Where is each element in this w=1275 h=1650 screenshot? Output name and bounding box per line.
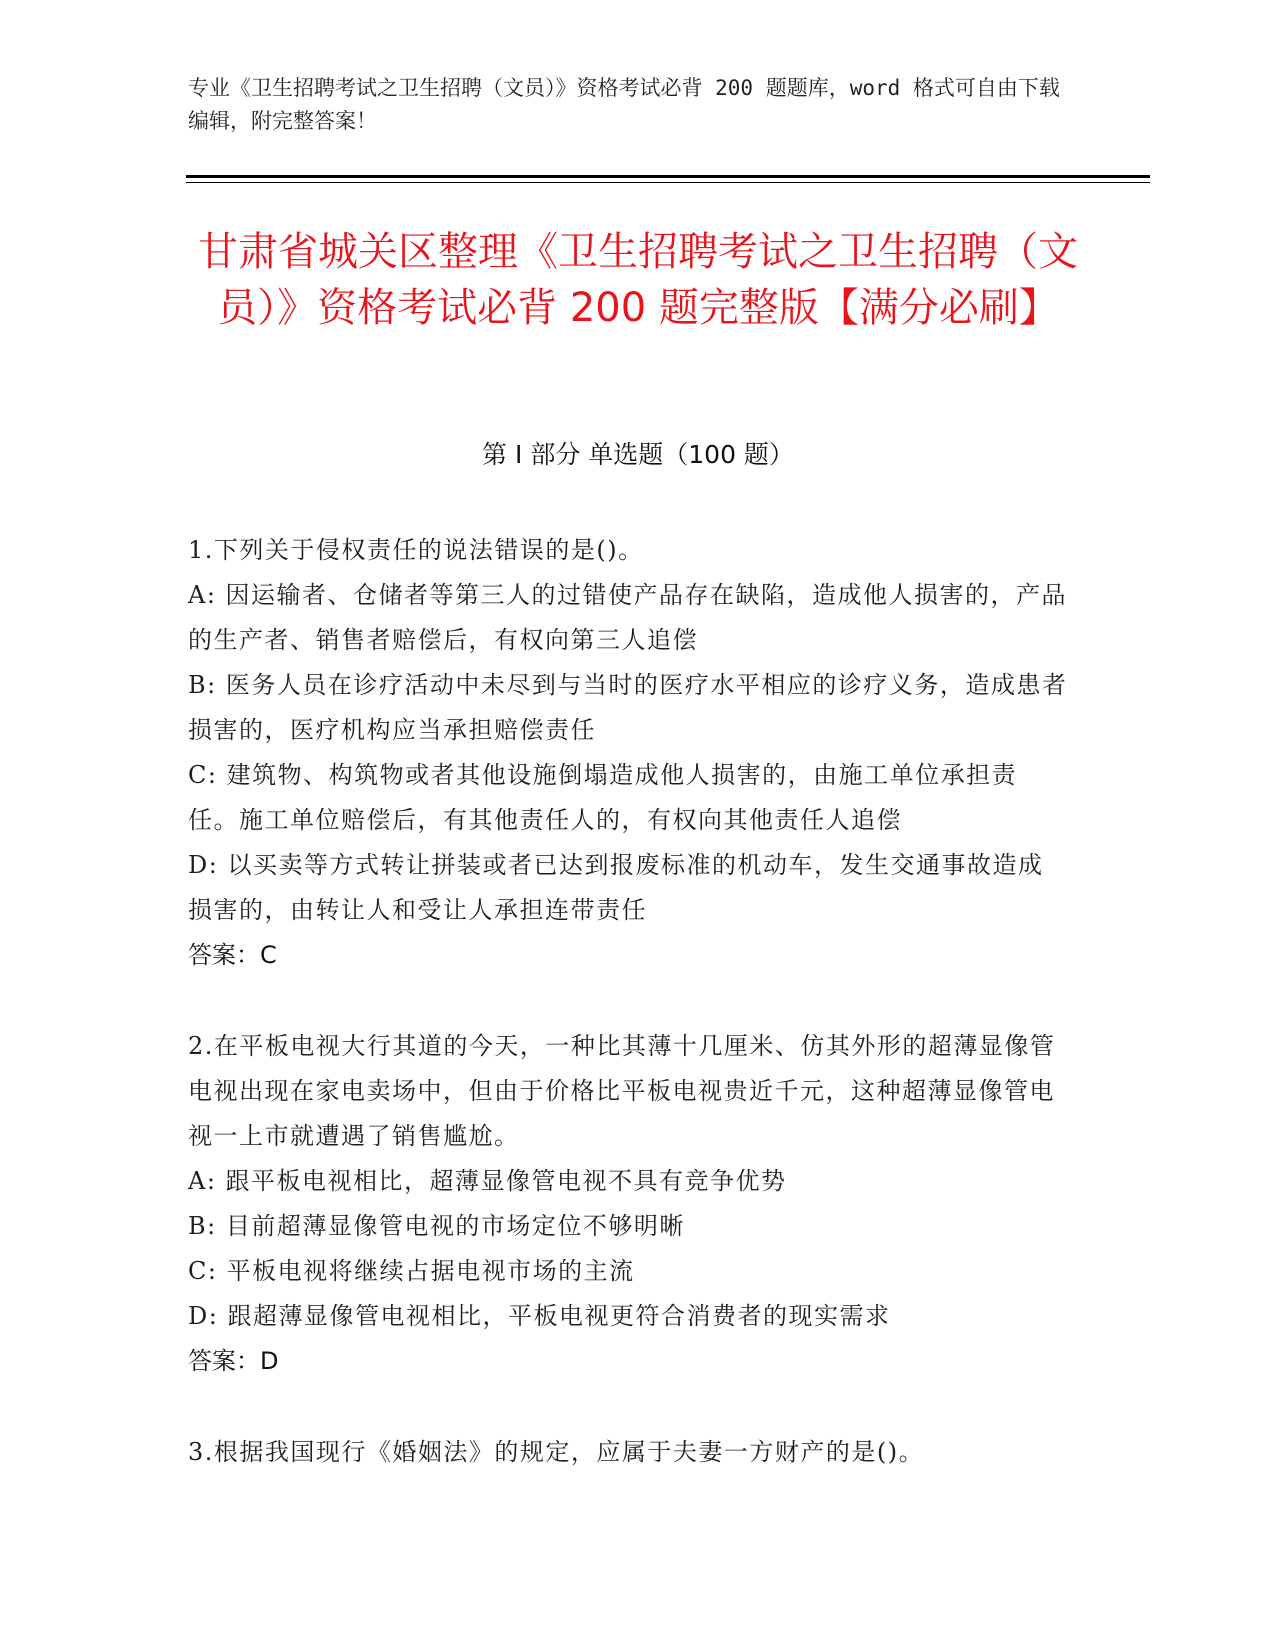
option-a: A: 因运输者、仓储者等第三人的过错使产品存在缺陷，造成他人损害的，产品的生产者、销售者赔偿后，有权向第三人追偿	[188, 581, 1068, 654]
question-1	[188, 528, 1068, 978]
answer: 答案：C	[188, 941, 277, 969]
question-stem: 2.在平板电视大行其道的今天，一种比其薄十几厘米、仿其外形的超薄显像管电视出现在家电卖场中，但由于价格比平板电视贵近千元，这种超薄显像管电视一上市就遭遇了销售尴尬。	[188, 1032, 1056, 1150]
question-3	[188, 1430, 1068, 1475]
question-stem: 3.根据我国现行《婚姻法》的规定，应属于夫妻一方财产的是()。	[188, 1438, 925, 1466]
option-c: C: 平板电视将继续占据电视市场的主流	[188, 1257, 635, 1285]
answer: 答案：D	[188, 1347, 279, 1375]
header-rule-thin	[186, 182, 1150, 183]
option-d: D: 以买卖等方式转让拼装或者已达到报废标准的机动车，发生交通事故造成损害的，由转让人和受让人承担连带责任	[188, 851, 1044, 924]
header-rule-thick	[186, 175, 1150, 178]
download-note: 专业《卫生招聘考试之卫生招聘（文员）》资格考试必背 200 题题库，word 格式可自由下载编辑，附完整答案！	[188, 76, 1060, 133]
question-2	[188, 1024, 1068, 1384]
question-list	[188, 528, 1068, 1521]
option-b: B: 目前超薄显像管电视的市场定位不够明晰	[188, 1212, 685, 1240]
option-a: A: 跟平板电视相比，超薄显像管电视不具有竞争优势	[188, 1167, 787, 1195]
document-title: 甘肃省城关区整理《卫生招聘考试之卫生招聘（文员）》资格考试必背 200 题完整版【满分必刷】	[198, 229, 1078, 331]
option-c: C: 建筑物、构筑物或者其他设施倒塌造成他人损害的，由施工单位承担责任。施工单位赔偿后，有其他责任人的，有权向其他责任人追偿	[188, 761, 1018, 834]
option-b: B: 医务人员在诊疗活动中未尽到与当时的医疗水平相应的诊疗义务，造成患者损害的，医疗机构应当承担赔偿责任	[188, 671, 1068, 744]
option-d: D: 跟超薄显像管电视相比，平板电视更符合消费者的现实需求	[188, 1302, 891, 1330]
section-heading: 第 I 部分 单选题（100 题）	[482, 440, 794, 469]
question-stem: 1.下列关于侵权责任的说法错误的是()。	[188, 536, 644, 564]
